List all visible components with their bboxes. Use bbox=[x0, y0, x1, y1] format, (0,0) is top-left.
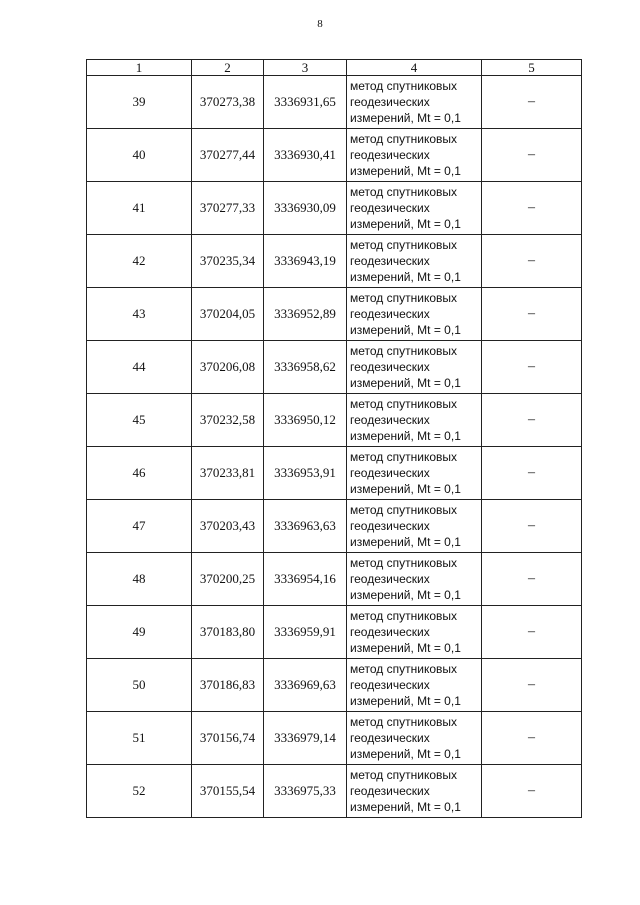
description-cell: – bbox=[482, 606, 582, 659]
table-body bbox=[87, 76, 582, 818]
description-cell: – bbox=[482, 129, 582, 182]
description-cell: – bbox=[482, 341, 582, 394]
y-coordinate-cell: 3336930,41 bbox=[264, 129, 347, 182]
method-line: метод спутниковых bbox=[350, 503, 458, 517]
method-line: метод спутниковых bbox=[350, 397, 458, 411]
point-number-cell: 50 bbox=[87, 659, 192, 712]
column-header-4: 4 bbox=[347, 60, 482, 76]
x-coordinate-cell: 370156,74 bbox=[192, 712, 264, 765]
method-line: геодезических bbox=[350, 95, 430, 109]
method-line: метод спутниковых bbox=[350, 79, 458, 93]
method-cell bbox=[347, 129, 482, 182]
method-cell bbox=[347, 606, 482, 659]
method-line: измерений, Mt = 0,1 bbox=[350, 694, 461, 708]
method-line: измерений, Mt = 0,1 bbox=[350, 641, 461, 655]
method-line: измерений, Mt = 0,1 bbox=[350, 429, 461, 443]
method-line: метод спутниковых bbox=[350, 609, 458, 623]
method-line: метод спутниковых bbox=[350, 344, 458, 358]
method-line: измерений, Mt = 0,1 bbox=[350, 376, 461, 390]
method-line: геодезических bbox=[350, 572, 430, 586]
description-cell: – bbox=[482, 235, 582, 288]
table-row bbox=[87, 500, 582, 553]
method-line: геодезических bbox=[350, 519, 430, 533]
x-coordinate-cell: 370232,58 bbox=[192, 394, 264, 447]
method-line: геодезических bbox=[350, 625, 430, 639]
header-row bbox=[87, 60, 582, 76]
method-line: измерений, Mt = 0,1 bbox=[350, 588, 461, 602]
table-row bbox=[87, 606, 582, 659]
page-number: 8 bbox=[317, 18, 323, 30]
point-number-cell: 46 bbox=[87, 447, 192, 500]
point-number-cell: 42 bbox=[87, 235, 192, 288]
method-line: измерений, Mt = 0,1 bbox=[350, 164, 461, 178]
method-line: метод спутниковых bbox=[350, 291, 458, 305]
point-number-cell: 52 bbox=[87, 765, 192, 818]
table-row bbox=[87, 341, 582, 394]
method-cell bbox=[347, 447, 482, 500]
table-row bbox=[87, 712, 582, 765]
method-line: измерений, Mt = 0,1 bbox=[350, 800, 461, 814]
table-row bbox=[87, 76, 582, 129]
table-row bbox=[87, 394, 582, 447]
method-line: метод спутниковых bbox=[350, 185, 458, 199]
method-cell bbox=[347, 659, 482, 712]
method-line: метод спутниковых bbox=[350, 662, 458, 676]
y-coordinate-cell: 3336979,14 bbox=[264, 712, 347, 765]
column-header-2: 2 bbox=[192, 60, 264, 76]
description-cell: – bbox=[482, 182, 582, 235]
description-cell: – bbox=[482, 659, 582, 712]
x-coordinate-cell: 370235,34 bbox=[192, 235, 264, 288]
y-coordinate-cell: 3336963,63 bbox=[264, 500, 347, 553]
x-coordinate-cell: 370183,80 bbox=[192, 606, 264, 659]
table-row bbox=[87, 553, 582, 606]
description-cell: – bbox=[482, 765, 582, 818]
method-line: измерений, Mt = 0,1 bbox=[350, 270, 461, 284]
method-line: геодезических bbox=[350, 731, 430, 745]
y-coordinate-cell: 3336953,91 bbox=[264, 447, 347, 500]
x-coordinate-cell: 370186,83 bbox=[192, 659, 264, 712]
x-coordinate-cell: 370204,05 bbox=[192, 288, 264, 341]
description-cell: – bbox=[482, 447, 582, 500]
x-coordinate-cell: 370155,54 bbox=[192, 765, 264, 818]
method-cell bbox=[347, 182, 482, 235]
y-coordinate-cell: 3336959,91 bbox=[264, 606, 347, 659]
point-number-cell: 51 bbox=[87, 712, 192, 765]
x-coordinate-cell: 370277,33 bbox=[192, 182, 264, 235]
method-line: метод спутниковых bbox=[350, 450, 458, 464]
method-line: геодезических bbox=[350, 360, 430, 374]
y-coordinate-cell: 3336958,62 bbox=[264, 341, 347, 394]
table-row bbox=[87, 765, 582, 818]
x-coordinate-cell: 370277,44 bbox=[192, 129, 264, 182]
method-line: метод спутниковых bbox=[350, 768, 458, 782]
method-cell bbox=[347, 235, 482, 288]
table-row bbox=[87, 129, 582, 182]
description-cell: – bbox=[482, 394, 582, 447]
method-line: геодезических bbox=[350, 413, 430, 427]
y-coordinate-cell: 3336930,09 bbox=[264, 182, 347, 235]
method-line: измерений, Mt = 0,1 bbox=[350, 482, 461, 496]
point-number-cell: 44 bbox=[87, 341, 192, 394]
table-row bbox=[87, 182, 582, 235]
y-coordinate-cell: 3336975,33 bbox=[264, 765, 347, 818]
point-number-cell: 40 bbox=[87, 129, 192, 182]
table-row bbox=[87, 447, 582, 500]
y-coordinate-cell: 3336950,12 bbox=[264, 394, 347, 447]
method-cell bbox=[347, 765, 482, 818]
description-cell: – bbox=[482, 500, 582, 553]
y-coordinate-cell: 3336943,19 bbox=[264, 235, 347, 288]
method-line: метод спутниковых bbox=[350, 132, 458, 146]
point-number-cell: 41 bbox=[87, 182, 192, 235]
method-line: метод спутниковых bbox=[350, 556, 458, 570]
method-line: геодезических bbox=[350, 307, 430, 321]
table-row bbox=[87, 235, 582, 288]
column-header-3: 3 bbox=[264, 60, 347, 76]
method-line: геодезических bbox=[350, 148, 430, 162]
method-line: метод спутниковых bbox=[350, 238, 458, 252]
table-row bbox=[87, 659, 582, 712]
description-cell: – bbox=[482, 76, 582, 129]
method-line: метод спутниковых bbox=[350, 715, 458, 729]
y-coordinate-cell: 3336931,65 bbox=[264, 76, 347, 129]
method-cell bbox=[347, 76, 482, 129]
description-cell: – bbox=[482, 288, 582, 341]
column-header-5: 5 bbox=[482, 60, 582, 76]
table-row bbox=[87, 288, 582, 341]
y-coordinate-cell: 3336954,16 bbox=[264, 553, 347, 606]
x-coordinate-cell: 370273,38 bbox=[192, 76, 264, 129]
method-line: геодезических bbox=[350, 784, 430, 798]
x-coordinate-cell: 370206,08 bbox=[192, 341, 264, 394]
method-line: измерений, Mt = 0,1 bbox=[350, 111, 461, 125]
y-coordinate-cell: 3336969,63 bbox=[264, 659, 347, 712]
point-number-cell: 39 bbox=[87, 76, 192, 129]
point-number-cell: 47 bbox=[87, 500, 192, 553]
x-coordinate-cell: 370200,25 bbox=[192, 553, 264, 606]
method-line: измерений, Mt = 0,1 bbox=[350, 323, 461, 337]
point-number-cell: 49 bbox=[87, 606, 192, 659]
column-header-1: 1 bbox=[87, 60, 192, 76]
method-line: геодезических bbox=[350, 678, 430, 692]
point-number-cell: 48 bbox=[87, 553, 192, 606]
coordinates-table bbox=[86, 59, 582, 818]
method-cell bbox=[347, 500, 482, 553]
point-number-cell: 43 bbox=[87, 288, 192, 341]
method-line: измерений, Mt = 0,1 bbox=[350, 747, 461, 761]
method-cell bbox=[347, 712, 482, 765]
method-line: измерений, Mt = 0,1 bbox=[350, 535, 461, 549]
method-cell bbox=[347, 341, 482, 394]
y-coordinate-cell: 3336952,89 bbox=[264, 288, 347, 341]
description-cell: – bbox=[482, 712, 582, 765]
x-coordinate-cell: 370233,81 bbox=[192, 447, 264, 500]
method-line: геодезических bbox=[350, 466, 430, 480]
description-cell: – bbox=[482, 553, 582, 606]
method-cell bbox=[347, 394, 482, 447]
method-line: измерений, Mt = 0,1 bbox=[350, 217, 461, 231]
method-line: геодезических bbox=[350, 201, 430, 215]
point-number-cell: 45 bbox=[87, 394, 192, 447]
x-coordinate-cell: 370203,43 bbox=[192, 500, 264, 553]
method-cell bbox=[347, 288, 482, 341]
method-cell bbox=[347, 553, 482, 606]
method-line: геодезических bbox=[350, 254, 430, 268]
